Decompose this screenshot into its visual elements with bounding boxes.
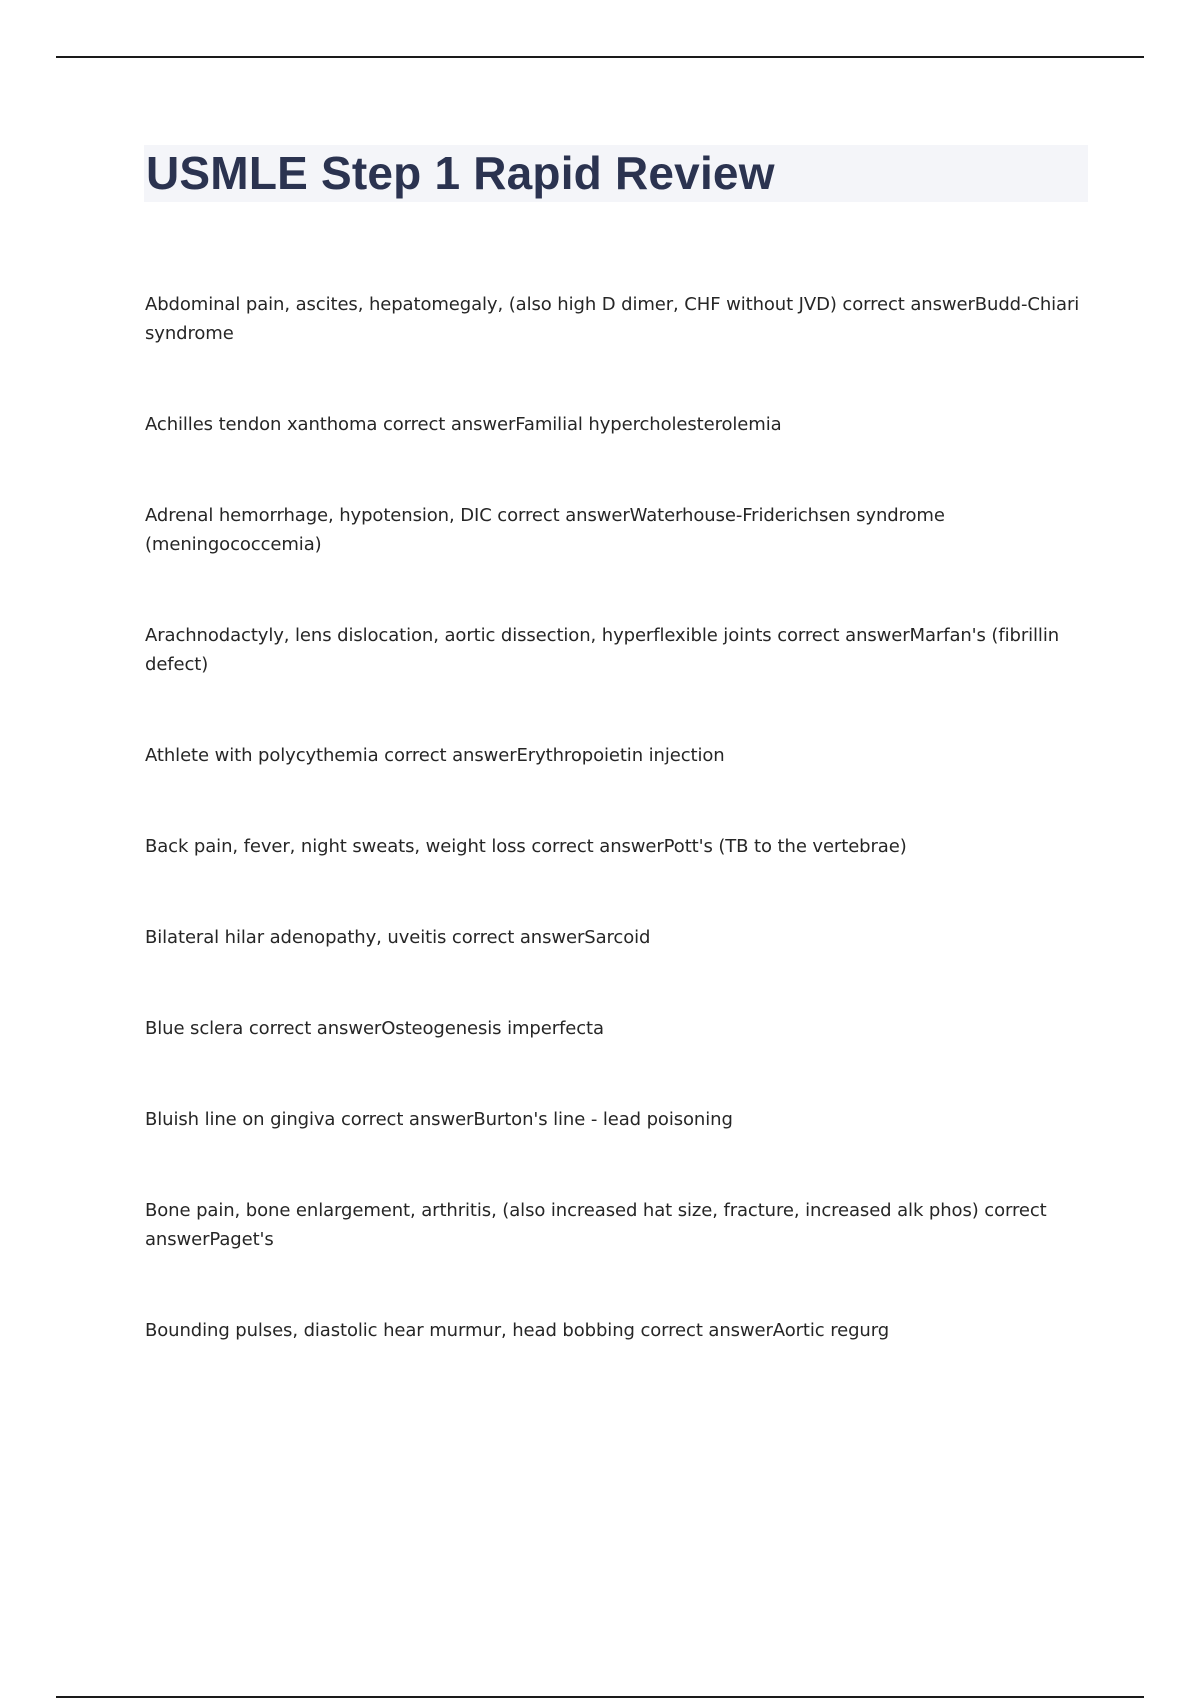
bottom-rule (56, 1696, 1144, 1698)
document-title: USMLE Step 1 Rapid Review (146, 147, 775, 199)
flashcard-entry: Back pain, fever, night sweats, weight loss correct answerPott's (TB to the vertebrae) (145, 836, 907, 857)
flashcard-entry: Bounding pulses, diastolic hear murmur, head bobbing correct answerAortic regurg (145, 1320, 890, 1341)
flashcard-entry: Achilles tendon xanthoma correct answerFamilial hypercholesterolemia (145, 414, 782, 435)
top-rule (56, 56, 1144, 58)
flashcard-entry: Bluish line on gingiva correct answerBurton's line - lead poisoning (145, 1109, 733, 1130)
flashcard-entry: Adrenal hemorrhage, hypotension, DIC correct answerWaterhouse-Friderichsen syndrome (meningococcemia) (145, 505, 945, 555)
flashcard-entry: Abdominal pain, ascites, hepatomegaly, (also high D dimer, CHF without JVD) correct answerBudd-Chiari syndrome (145, 294, 1080, 344)
flashcard-entry: Bone pain, bone enlargement, arthritis, (also increased hat size, fracture, increased alk phos) correct answerPaget's (145, 1200, 1047, 1250)
flashcard-entry: Blue sclera correct answerOsteogenesis imperfecta (145, 1018, 604, 1039)
flashcard-entry: Arachnodactyly, lens dislocation, aortic dissection, hyperflexible joints correct answerMarfan's (fibrillin defect) (145, 625, 1060, 675)
flashcard-entry: Athlete with polycythemia correct answerErythropoietin injection (145, 745, 725, 766)
flashcard-entry: Bilateral hilar adenopathy, uveitis correct answerSarcoid (145, 927, 651, 948)
flashcard-list (145, 290, 1090, 1407)
